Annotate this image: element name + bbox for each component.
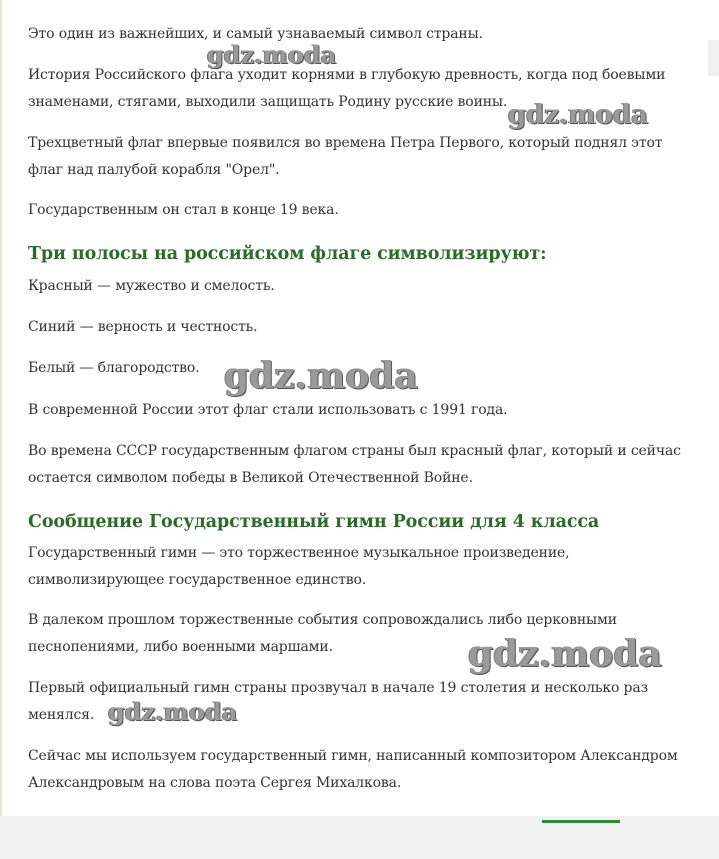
paragraph-anthem-line2: символизирующее государственное единство. (28, 572, 367, 588)
paragraph-1991: В современной России этот флаг стали использовать с 1991 года. (28, 402, 508, 418)
footer-accent-line (542, 820, 620, 823)
right-edge-block (708, 40, 719, 76)
paragraph-anthem-line1: Государственный гимн — это торжественное музыкальное произведение, (28, 545, 570, 561)
paragraph-state-flag: Государственным он стал в конце 19 века. (28, 202, 339, 218)
paragraph-blue: Синий — верность и честность. (28, 319, 258, 335)
paragraph-first-anthem-line2: менялся. (28, 707, 95, 723)
paragraph-ussr-line2: остается символом победы в Великой Отечественной Войне. (28, 470, 473, 486)
paragraph-current-anthem-line2: Александровым на слова поэта Сергея Михалкова. (28, 775, 402, 791)
paragraph-symbol: Это один из важнейших, и самый узнаваемый символ страны. (28, 26, 483, 42)
heading-anthem: Сообщение Государственный гимн России для 4 класса (28, 512, 600, 532)
left-border-rule (0, 0, 2, 820)
watermark-logo: gdz.moda (508, 100, 649, 130)
watermark-logo: gdz.moda (207, 40, 337, 69)
paragraph-red: Красный — мужество и смелость. (28, 278, 275, 294)
paragraph-current-anthem-line1: Сейчас мы используем государственный гимн, написанный композитором Александром (28, 748, 678, 764)
watermark-logo: gdz.moda (224, 355, 418, 397)
paragraph-history-line1: История Российского флага уходит корнями в глубокую древность, когда под боевыми (28, 67, 666, 83)
paragraph-peter-line1: Трехцветный флаг впервые появился во времена Петра Первого, который поднял этот (28, 135, 663, 151)
paragraph-history-line2: знаменами, стягами, выходили защищать Родину русские воины. (28, 94, 508, 110)
paragraph-past-line2: песнопениями, либо военными маршами. (28, 639, 333, 655)
heading-flag-stripes: Три полосы на российском флаге символизируют: (28, 244, 547, 264)
paragraph-first-anthem-line1: Первый официальный гимн страны прозвучал в начале 19 столетия и несколько раз (28, 680, 649, 696)
paragraph-white: Белый — благородство. (28, 360, 200, 376)
watermark-logo: gdz.moda (468, 633, 662, 675)
watermark-logo: gdz.moda (108, 697, 238, 726)
paragraph-peter-line2: флаг над палубой корабля "Орел". (28, 162, 280, 178)
paragraph-ussr-line1: Во времена СССР государственным флагом страны был красный флаг, который и сейчас (28, 443, 681, 459)
paragraph-past-line1: В далеком прошлом торжественные события сопровождались либо церковными (28, 612, 617, 628)
